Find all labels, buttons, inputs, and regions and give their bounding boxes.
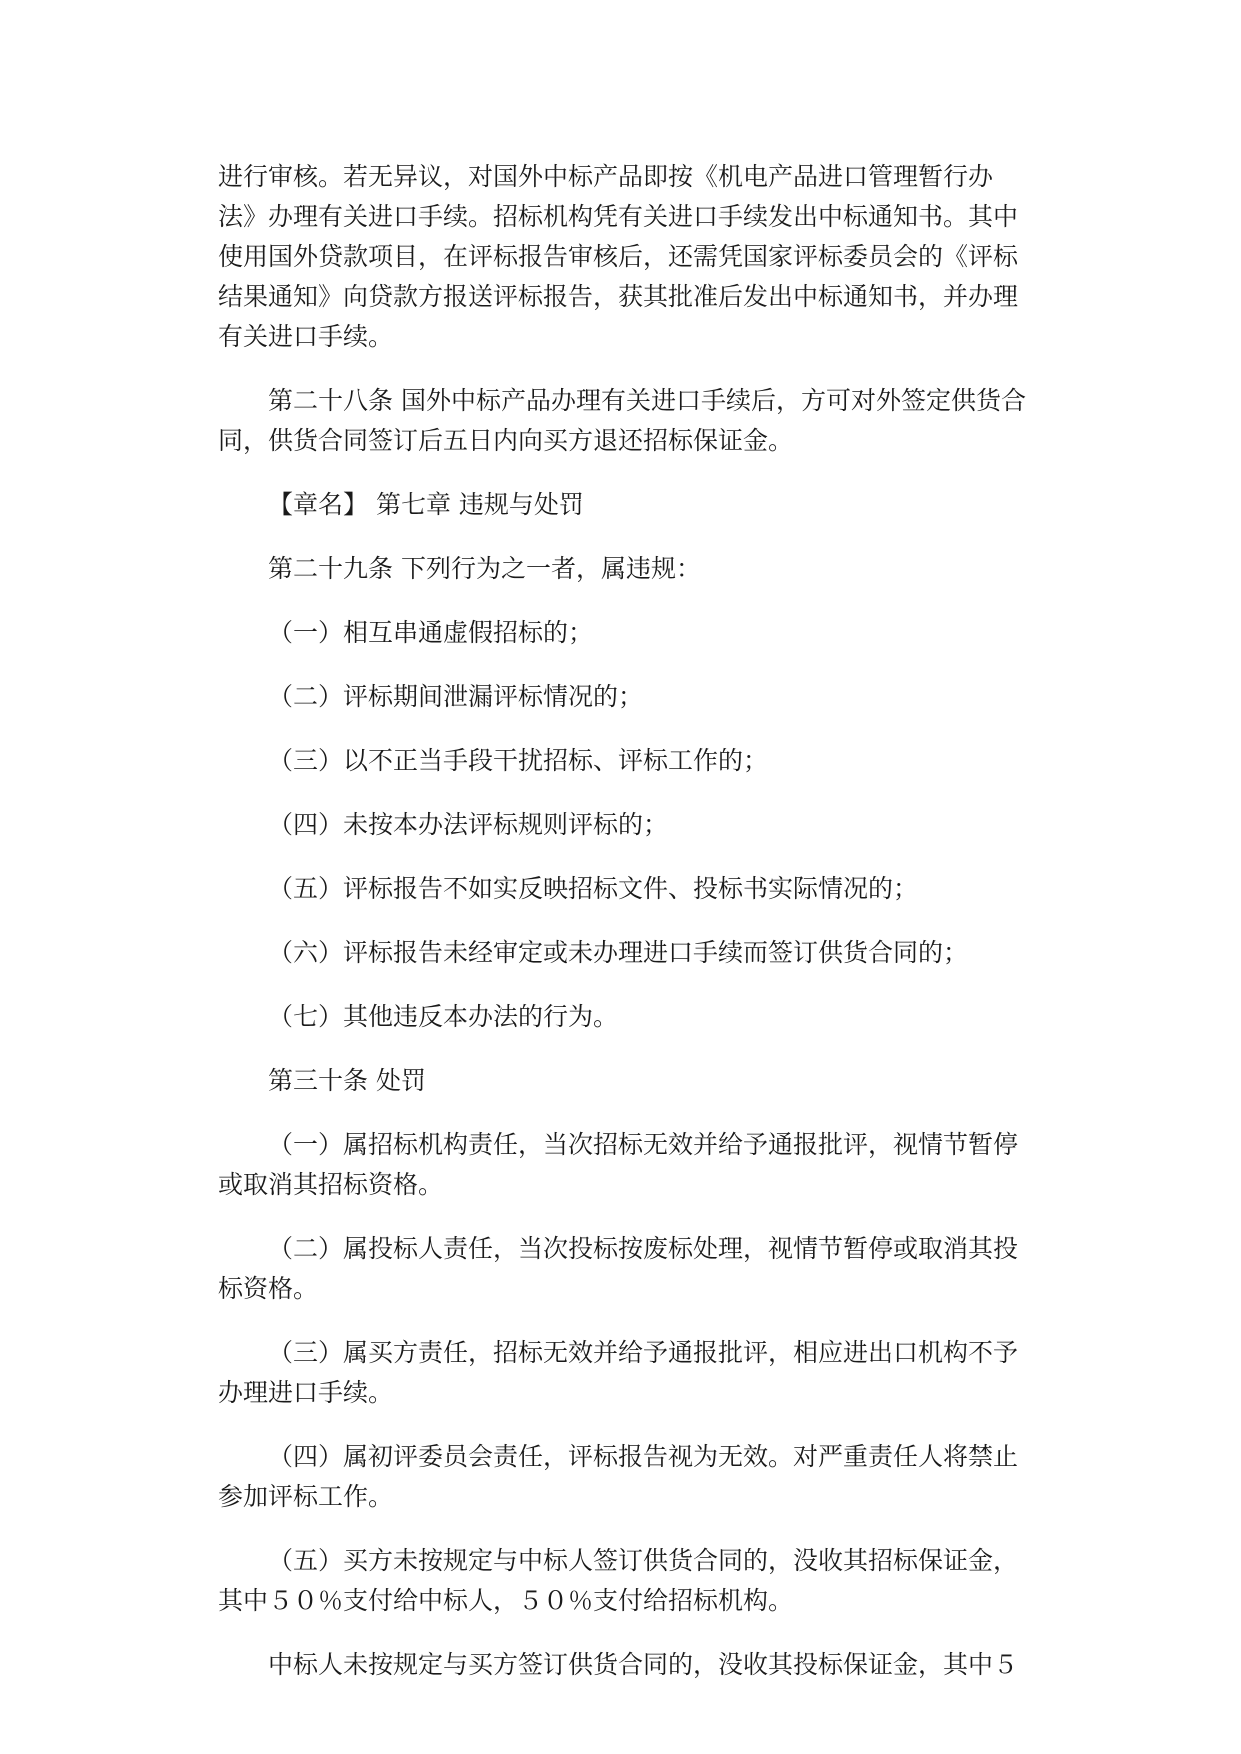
list-item: （三）以不正当手段干扰招标、评标工作的； [268, 746, 769, 775]
chapter-heading: 【章名】 第七章 违规与处罚 [268, 490, 584, 519]
article-28: 第二十八条 国外中标产品办理有关进口手续后，方可对外签定供货合同，供货合同签订后五日内向买方退还招标保证金。 [218, 386, 1026, 455]
article-29: 第二十九条 下列行为之一者，属违规： [268, 554, 701, 583]
list-item: （一）相互串通虚假招标的； [268, 618, 594, 647]
penalty-item: （五）买方未按规定与中标人签订供货合同的，没收其招标保证金，其中５０％支付给中标人，５０％支付给招标机构。 [218, 1546, 1019, 1615]
list-item: （五）评标报告不如实反映招标文件、投标书实际情况的； [268, 874, 919, 903]
penalty-item: （一）属招标机构责任，当次招标无效并给予通报批评，视情节暂停或取消其招标资格。 [218, 1130, 1019, 1199]
paragraph-truncated: 中标人未按规定与买方签订供货合同的，没收其投标保证金，其中５ [268, 1650, 1019, 1679]
list-item: （七）其他违反本办法的行为。 [268, 1002, 619, 1031]
list-item: （四）未按本办法评标规则评标的； [268, 810, 669, 839]
penalty-item: （三）属买方责任，招标无效并给予通报批评，相应进出口机构不予办理进口手续。 [218, 1338, 1019, 1407]
penalty-item: （二）属投标人责任，当次投标按废标处理，视情节暂停或取消其投标资格。 [218, 1234, 1019, 1303]
document-body [218, 157, 1026, 1685]
article-30: 第三十条 处罚 [268, 1066, 426, 1095]
penalty-item: （四）属初评委员会责任，评标报告视为无效。对严重责任人将禁止参加评标工作。 [218, 1442, 1019, 1511]
paragraph-continuation: 进行审核。若无异议，对国外中标产品即按《机电产品进口管理暂行办法》办理有关进口手续。招标机构凭有关进口手续发出中标通知书。其中使用国外贷款项目，在评标报告审核后，还需凭国家评标委员会的《评标结果通知》向贷款方报送评标报告，获其批准后发出中标通知书，并办理有关进口手续。 [218, 162, 1019, 351]
list-item: （二）评标期间泄漏评标情况的； [268, 682, 644, 711]
list-item: （六）评标报告未经审定或未办理进口手续而签订供货合同的； [268, 938, 969, 967]
